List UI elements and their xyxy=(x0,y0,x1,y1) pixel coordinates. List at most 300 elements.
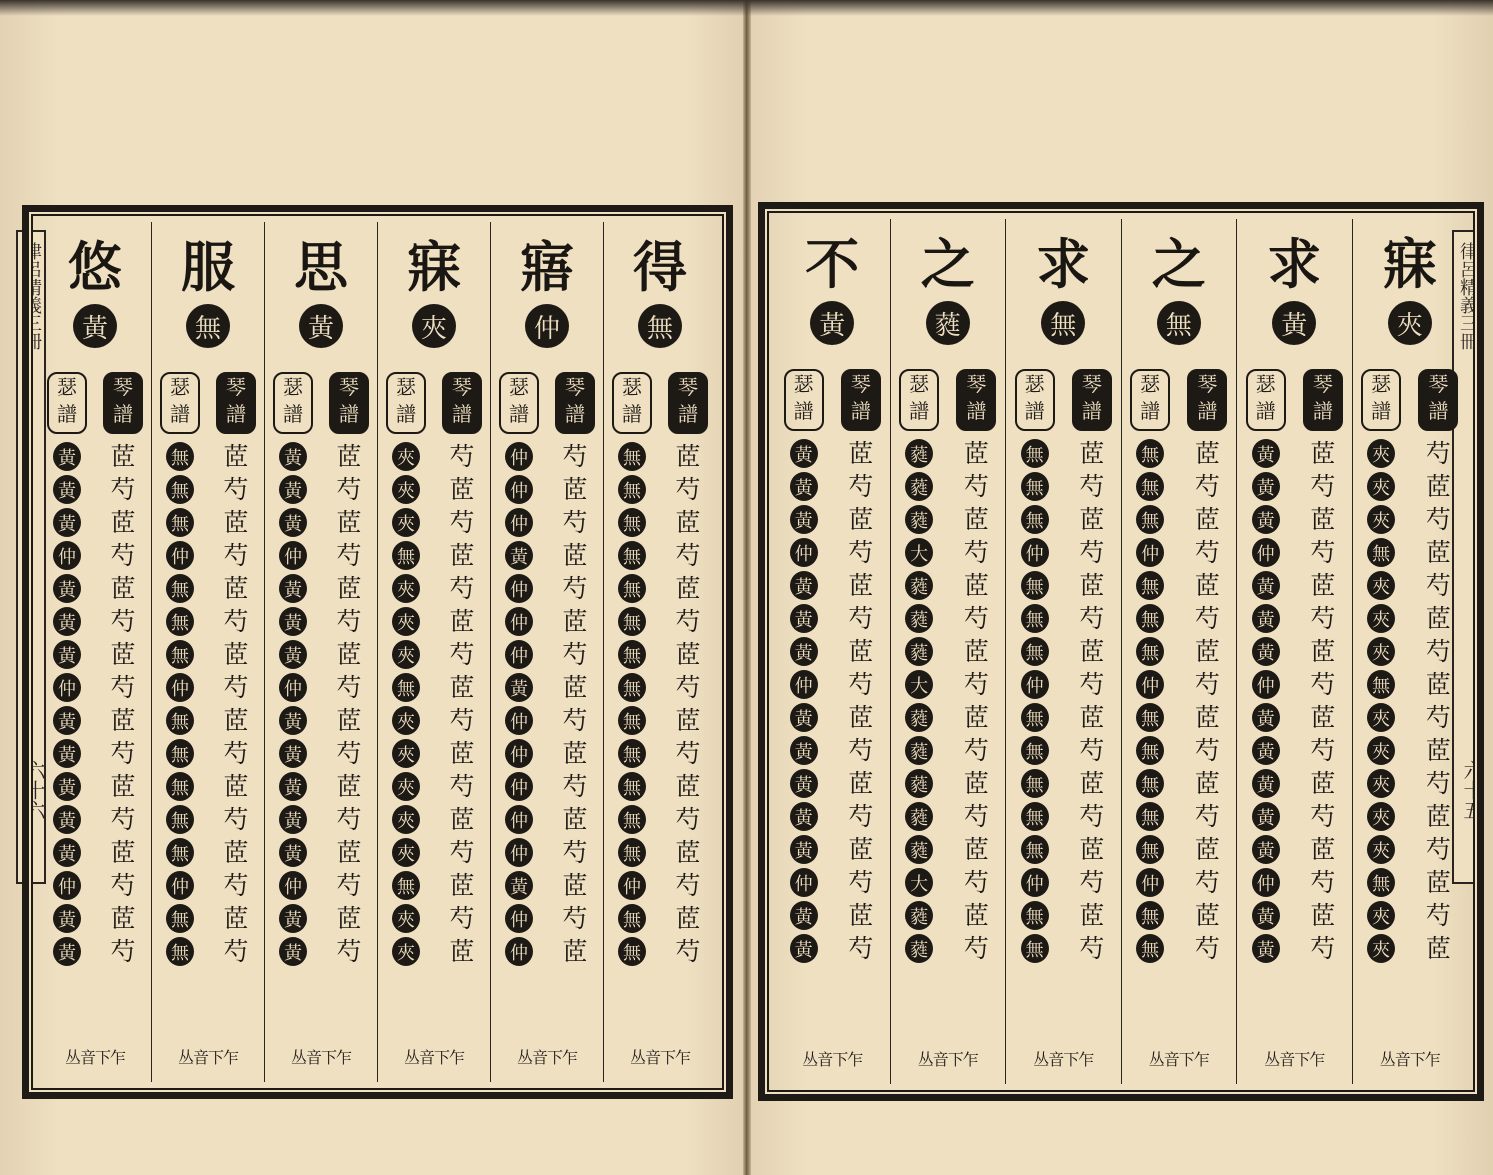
qin-note: 茝 xyxy=(223,772,249,801)
qin-note: 茝 xyxy=(562,805,588,834)
se-note: 無 xyxy=(1021,604,1049,633)
se-note: 夾 xyxy=(1367,472,1395,501)
se-note: 蕤 xyxy=(905,934,933,963)
qin-note: 茝 xyxy=(110,904,136,933)
lyric-character: 之 xyxy=(1151,231,1206,296)
qin-note: 芍 xyxy=(223,673,249,702)
se-note: 黃 xyxy=(53,838,81,867)
se-note: 黃 xyxy=(1252,604,1280,633)
se-note: 仲 xyxy=(53,673,81,702)
se-note: 黃 xyxy=(279,475,307,504)
se-notation xyxy=(1122,369,1179,1084)
qin-note: 茝 xyxy=(848,439,874,468)
notation-subcolumns xyxy=(152,372,264,1082)
qin-note: 芍 xyxy=(562,442,588,471)
se-note: 夾 xyxy=(1367,769,1395,798)
qin-note: 茝 xyxy=(223,574,249,603)
se-note: 無 xyxy=(166,772,194,801)
qin-note: 芍 xyxy=(1194,472,1220,501)
score-column xyxy=(890,219,1006,1084)
lyric-character: 不 xyxy=(805,231,860,296)
notation-subcolumns xyxy=(604,372,716,1082)
se-note: 無 xyxy=(1367,868,1395,897)
se-note: 無 xyxy=(166,937,194,966)
se-label: 瑟譜 xyxy=(899,369,939,431)
qin-note: 茝 xyxy=(1425,802,1451,831)
qin-note: 芍 xyxy=(1310,736,1336,765)
qin-note: 茝 xyxy=(848,769,874,798)
qin-note: 茝 xyxy=(1310,769,1336,798)
pitch-circle: 無 xyxy=(638,304,682,348)
score-column xyxy=(1236,219,1352,1084)
qin-note: 茝 xyxy=(1310,571,1336,600)
qin-note: 芍 xyxy=(675,805,701,834)
se-note: 仲 xyxy=(505,904,533,933)
se-note: 無 xyxy=(392,871,420,900)
se-note: 仲 xyxy=(505,772,533,801)
se-note: 蕤 xyxy=(905,637,933,666)
qin-note: 芍 xyxy=(1425,769,1451,798)
qin-note: 芍 xyxy=(1194,670,1220,699)
qin-note: 芍 xyxy=(562,706,588,735)
qin-note: 芍 xyxy=(848,538,874,567)
se-note: 無 xyxy=(618,904,646,933)
se-note: 蕤 xyxy=(905,439,933,468)
qin-note: 茝 xyxy=(1425,868,1451,897)
pitch-circle: 夾 xyxy=(1388,301,1432,345)
se-note: 無 xyxy=(166,904,194,933)
se-note: 無 xyxy=(1021,571,1049,600)
lyric-character: 得 xyxy=(633,234,687,299)
se-note: 蕤 xyxy=(905,703,933,732)
qin-label: 琴譜 xyxy=(956,369,996,431)
score-column xyxy=(603,222,716,1082)
se-note: 黃 xyxy=(1252,703,1280,732)
qin-note: 芍 xyxy=(110,541,136,570)
qin-note: 芍 xyxy=(963,802,989,831)
qin-note: 茝 xyxy=(223,640,249,669)
se-note: 無 xyxy=(618,640,646,669)
qin-note: 茝 xyxy=(963,637,989,666)
notation-subcolumns xyxy=(775,369,890,1084)
se-note: 無 xyxy=(1136,703,1164,732)
se-note: 夾 xyxy=(392,508,420,537)
se-note: 夾 xyxy=(1367,505,1395,534)
qin-note: 芍 xyxy=(336,607,362,636)
se-note: 無 xyxy=(1136,769,1164,798)
qin-note: 芍 xyxy=(1079,934,1105,963)
se-note: 無 xyxy=(1136,505,1164,534)
qin-note: 芍 xyxy=(675,739,701,768)
qin-note: 茝 xyxy=(110,772,136,801)
se-note: 無 xyxy=(1021,934,1049,963)
qin-note: 芍 xyxy=(675,871,701,900)
se-note: 仲 xyxy=(505,937,533,966)
qin-note: 茝 xyxy=(675,508,701,537)
se-note: 蕤 xyxy=(905,472,933,501)
qin-note: 芍 xyxy=(1079,802,1105,831)
qin-note: 芍 xyxy=(223,871,249,900)
se-note: 黃 xyxy=(279,442,307,471)
se-notes xyxy=(505,442,533,966)
se-note: 夾 xyxy=(392,739,420,768)
se-notation xyxy=(1006,369,1063,1084)
qin-note: 茝 xyxy=(110,574,136,603)
qin-note: 芍 xyxy=(963,670,989,699)
se-notation xyxy=(775,369,832,1084)
se-note: 夾 xyxy=(392,640,420,669)
qin-note: 茝 xyxy=(336,442,362,471)
qin-note: 芍 xyxy=(1425,637,1451,666)
notation-subcolumns xyxy=(1353,369,1468,1084)
se-note: 蕤 xyxy=(905,505,933,534)
se-note: 大 xyxy=(905,670,933,699)
se-note: 無 xyxy=(618,508,646,537)
se-note: 夾 xyxy=(1367,637,1395,666)
se-note: 夾 xyxy=(1367,736,1395,765)
se-notation xyxy=(1353,369,1410,1084)
qin-note: 茝 xyxy=(336,706,362,735)
se-note: 無 xyxy=(618,805,646,834)
se-note: 無 xyxy=(618,937,646,966)
score-column xyxy=(39,222,151,1082)
se-label: 瑟譜 xyxy=(160,372,200,434)
se-note: 黃 xyxy=(1252,439,1280,468)
se-note: 無 xyxy=(166,442,194,471)
qin-note: 芍 xyxy=(449,640,475,669)
score-column xyxy=(264,222,377,1082)
qin-note: 芍 xyxy=(110,739,136,768)
qin-note: 芍 xyxy=(848,736,874,765)
qin-note: 芍 xyxy=(449,904,475,933)
qin-notation xyxy=(948,369,1005,1084)
qin-note: 芍 xyxy=(1310,604,1336,633)
qin-note: 茝 xyxy=(848,703,874,732)
se-note: 黃 xyxy=(790,571,818,600)
qin-note: 茝 xyxy=(848,901,874,930)
qin-note: 茝 xyxy=(848,637,874,666)
qin-note: 芍 xyxy=(223,607,249,636)
qin-note: 茝 xyxy=(675,706,701,735)
qin-note: 芍 xyxy=(1310,538,1336,567)
qin-notes xyxy=(110,442,135,966)
se-note: 夾 xyxy=(1367,901,1395,930)
se-note: 仲 xyxy=(1136,670,1164,699)
se-notation xyxy=(152,372,208,1082)
se-note: 黃 xyxy=(53,937,81,966)
qin-notation xyxy=(1294,369,1351,1084)
se-note: 仲 xyxy=(166,673,194,702)
qin-note: 茝 xyxy=(848,571,874,600)
qin-note: 茝 xyxy=(1425,736,1451,765)
qin-note: 芍 xyxy=(675,673,701,702)
se-note: 黃 xyxy=(53,475,81,504)
qin-label: 琴譜 xyxy=(555,372,595,434)
qin-note: 茝 xyxy=(675,772,701,801)
se-note: 黃 xyxy=(53,805,81,834)
se-note: 仲 xyxy=(279,871,307,900)
se-note: 黃 xyxy=(53,574,81,603)
se-note: 仲 xyxy=(1021,868,1049,897)
qin-label: 琴譜 xyxy=(216,372,256,434)
qin-note: 芍 xyxy=(963,472,989,501)
qin-note: 茝 xyxy=(449,739,475,768)
qin-note: 芍 xyxy=(223,739,249,768)
qin-note: 茝 xyxy=(449,871,475,900)
notation-subcolumns xyxy=(1122,369,1237,1084)
qin-note: 芍 xyxy=(336,673,362,702)
lyric-character: 求 xyxy=(1267,231,1322,296)
se-note: 黃 xyxy=(1252,934,1280,963)
se-note: 夾 xyxy=(392,442,420,471)
qin-label: 琴譜 xyxy=(668,372,708,434)
qin-note: 茝 xyxy=(1310,505,1336,534)
qin-note: 芍 xyxy=(848,868,874,897)
se-label: 瑟譜 xyxy=(1246,369,1286,431)
qin-note: 茝 xyxy=(449,607,475,636)
se-label: 瑟譜 xyxy=(499,372,539,434)
qin-note: 茝 xyxy=(1425,670,1451,699)
se-note: 無 xyxy=(1021,505,1049,534)
se-note: 無 xyxy=(166,607,194,636)
qin-note: 茝 xyxy=(1194,901,1220,930)
se-note: 黃 xyxy=(279,508,307,537)
se-note: 黃 xyxy=(1252,835,1280,864)
pitch-circle: 夾 xyxy=(412,304,456,348)
se-note: 無 xyxy=(166,706,194,735)
se-note: 無 xyxy=(166,574,194,603)
se-note: 無 xyxy=(166,739,194,768)
qin-note: 芍 xyxy=(963,604,989,633)
se-notes xyxy=(53,442,81,966)
pitch-circle: 黃 xyxy=(1272,301,1316,345)
column-footer: 丛音下乍 xyxy=(917,1050,978,1069)
se-note: 仲 xyxy=(1136,868,1164,897)
se-notes xyxy=(1367,439,1395,963)
qin-note: 茝 xyxy=(963,439,989,468)
column-footer: 丛音下乍 xyxy=(629,1048,690,1067)
qin-note: 茝 xyxy=(1194,769,1220,798)
qin-note: 芍 xyxy=(1425,901,1451,930)
qin-notation xyxy=(1063,369,1120,1084)
se-note: 黃 xyxy=(790,637,818,666)
qin-note: 茝 xyxy=(1194,571,1220,600)
score-column xyxy=(1121,219,1237,1084)
se-note: 無 xyxy=(1367,670,1395,699)
se-note: 黃 xyxy=(790,505,818,534)
lyric-character: 思 xyxy=(294,234,348,299)
column-footer: 丛音下乍 xyxy=(403,1048,464,1067)
se-note: 無 xyxy=(1021,703,1049,732)
se-note: 無 xyxy=(618,772,646,801)
qin-note: 茝 xyxy=(449,673,475,702)
qin-note: 茝 xyxy=(1194,703,1220,732)
se-note: 仲 xyxy=(505,475,533,504)
qin-note: 茝 xyxy=(336,508,362,537)
qin-note: 茝 xyxy=(336,772,362,801)
qin-note: 茝 xyxy=(110,442,136,471)
qin-note: 茝 xyxy=(963,901,989,930)
qin-notation xyxy=(1179,369,1236,1084)
lyric-character: 悠 xyxy=(68,234,122,299)
pitch-circle: 黃 xyxy=(299,304,343,348)
se-notation xyxy=(604,372,660,1082)
left-page-number: 六十六 xyxy=(22,760,46,820)
lyric-character: 寐 xyxy=(1382,231,1437,296)
qin-note: 芍 xyxy=(1425,703,1451,732)
qin-note: 茝 xyxy=(110,640,136,669)
se-note: 無 xyxy=(1021,637,1049,666)
qin-note: 茝 xyxy=(449,541,475,570)
se-note: 黃 xyxy=(1252,802,1280,831)
qin-note: 芍 xyxy=(1194,604,1220,633)
qin-label: 琴譜 xyxy=(329,372,369,434)
se-note: 仲 xyxy=(505,706,533,735)
qin-note: 芍 xyxy=(336,739,362,768)
se-notation xyxy=(378,372,434,1082)
qin-note: 茝 xyxy=(675,904,701,933)
qin-note: 芍 xyxy=(562,838,588,867)
se-note: 無 xyxy=(1136,571,1164,600)
se-note: 蕤 xyxy=(905,604,933,633)
se-note: 夾 xyxy=(392,475,420,504)
se-note: 黃 xyxy=(790,802,818,831)
qin-note: 茝 xyxy=(1310,835,1336,864)
qin-note: 芍 xyxy=(562,772,588,801)
qin-notation xyxy=(832,369,889,1084)
column-footer: 丛音下乍 xyxy=(290,1048,351,1067)
qin-note: 芍 xyxy=(336,475,362,504)
se-note: 無 xyxy=(1136,637,1164,666)
qin-note: 芍 xyxy=(336,541,362,570)
se-note: 黃 xyxy=(790,934,818,963)
qin-note: 茝 xyxy=(1079,769,1105,798)
se-notes xyxy=(905,439,933,963)
se-notes xyxy=(1252,439,1280,963)
qin-note: 芍 xyxy=(449,574,475,603)
qin-note: 芍 xyxy=(110,673,136,702)
qin-note: 茝 xyxy=(336,640,362,669)
se-note: 黃 xyxy=(790,901,818,930)
se-note: 仲 xyxy=(279,673,307,702)
qin-note: 茝 xyxy=(110,706,136,735)
se-note: 黃 xyxy=(505,673,533,702)
qin-note: 茝 xyxy=(562,739,588,768)
qin-note: 芍 xyxy=(449,442,475,471)
se-note: 無 xyxy=(1021,802,1049,831)
se-notation xyxy=(1237,369,1294,1084)
column-footer: 丛音下乍 xyxy=(177,1048,238,1067)
se-notes xyxy=(279,442,307,966)
se-note: 黃 xyxy=(790,835,818,864)
se-note: 黃 xyxy=(505,541,533,570)
left-side-title-text: 律呂精義三冊 xyxy=(21,242,42,350)
qin-note: 芍 xyxy=(675,937,701,966)
qin-note: 茝 xyxy=(223,838,249,867)
se-note: 仲 xyxy=(790,670,818,699)
qin-note: 芍 xyxy=(223,937,249,966)
se-note: 夾 xyxy=(1367,703,1395,732)
qin-note: 茝 xyxy=(1425,472,1451,501)
qin-note: 茝 xyxy=(449,937,475,966)
se-note: 仲 xyxy=(279,541,307,570)
se-note: 黃 xyxy=(1252,637,1280,666)
pitch-circle: 蕤 xyxy=(926,301,970,345)
qin-note: 芍 xyxy=(1079,736,1105,765)
se-note: 黃 xyxy=(1252,736,1280,765)
se-note: 黃 xyxy=(790,703,818,732)
qin-note: 芍 xyxy=(1079,472,1105,501)
lyric-character: 寐 xyxy=(407,234,461,299)
se-note: 無 xyxy=(618,574,646,603)
se-notes xyxy=(1021,439,1049,963)
se-note: 仲 xyxy=(1252,670,1280,699)
score-column xyxy=(377,222,490,1082)
se-note: 仲 xyxy=(505,838,533,867)
se-note: 無 xyxy=(1367,538,1395,567)
notation-subcolumns xyxy=(378,372,490,1082)
qin-note: 茝 xyxy=(562,871,588,900)
se-note: 夾 xyxy=(1367,934,1395,963)
pitch-circle: 黃 xyxy=(73,304,117,348)
qin-note: 芍 xyxy=(110,871,136,900)
qin-notation xyxy=(321,372,377,1082)
se-note: 仲 xyxy=(790,868,818,897)
qin-note: 芍 xyxy=(848,604,874,633)
se-note: 無 xyxy=(166,805,194,834)
se-label: 瑟譜 xyxy=(784,369,824,431)
se-note: 仲 xyxy=(505,805,533,834)
qin-note: 芍 xyxy=(110,607,136,636)
score-column xyxy=(775,219,890,1084)
se-notation xyxy=(891,369,948,1084)
pitch-circle: 無 xyxy=(186,304,230,348)
se-note: 黃 xyxy=(279,706,307,735)
se-label: 瑟譜 xyxy=(47,372,87,434)
qin-notes xyxy=(223,442,248,966)
qin-note: 芍 xyxy=(963,736,989,765)
qin-label: 琴譜 xyxy=(1072,369,1112,431)
qin-note: 茝 xyxy=(1079,571,1105,600)
se-note: 黃 xyxy=(1252,769,1280,798)
se-note: 仲 xyxy=(505,508,533,537)
qin-note: 芍 xyxy=(963,868,989,897)
se-note: 蕤 xyxy=(905,835,933,864)
qin-note: 芍 xyxy=(1310,670,1336,699)
qin-notation xyxy=(1410,369,1467,1084)
se-notation xyxy=(39,372,95,1082)
qin-note: 茝 xyxy=(336,904,362,933)
se-note: 黃 xyxy=(279,772,307,801)
qin-note: 芍 xyxy=(848,670,874,699)
se-note: 無 xyxy=(1021,901,1049,930)
se-note: 仲 xyxy=(1021,538,1049,567)
se-label: 瑟譜 xyxy=(612,372,652,434)
se-note: 無 xyxy=(392,541,420,570)
se-note: 仲 xyxy=(166,871,194,900)
qin-notation xyxy=(660,372,716,1082)
qin-note: 茝 xyxy=(223,442,249,471)
qin-note: 芍 xyxy=(336,871,362,900)
qin-note: 茝 xyxy=(336,574,362,603)
qin-note: 芍 xyxy=(675,607,701,636)
se-note: 仲 xyxy=(618,871,646,900)
se-label: 瑟譜 xyxy=(1015,369,1055,431)
qin-note: 芍 xyxy=(1310,868,1336,897)
qin-note: 芍 xyxy=(1194,802,1220,831)
se-note: 無 xyxy=(392,673,420,702)
qin-note: 茝 xyxy=(110,508,136,537)
